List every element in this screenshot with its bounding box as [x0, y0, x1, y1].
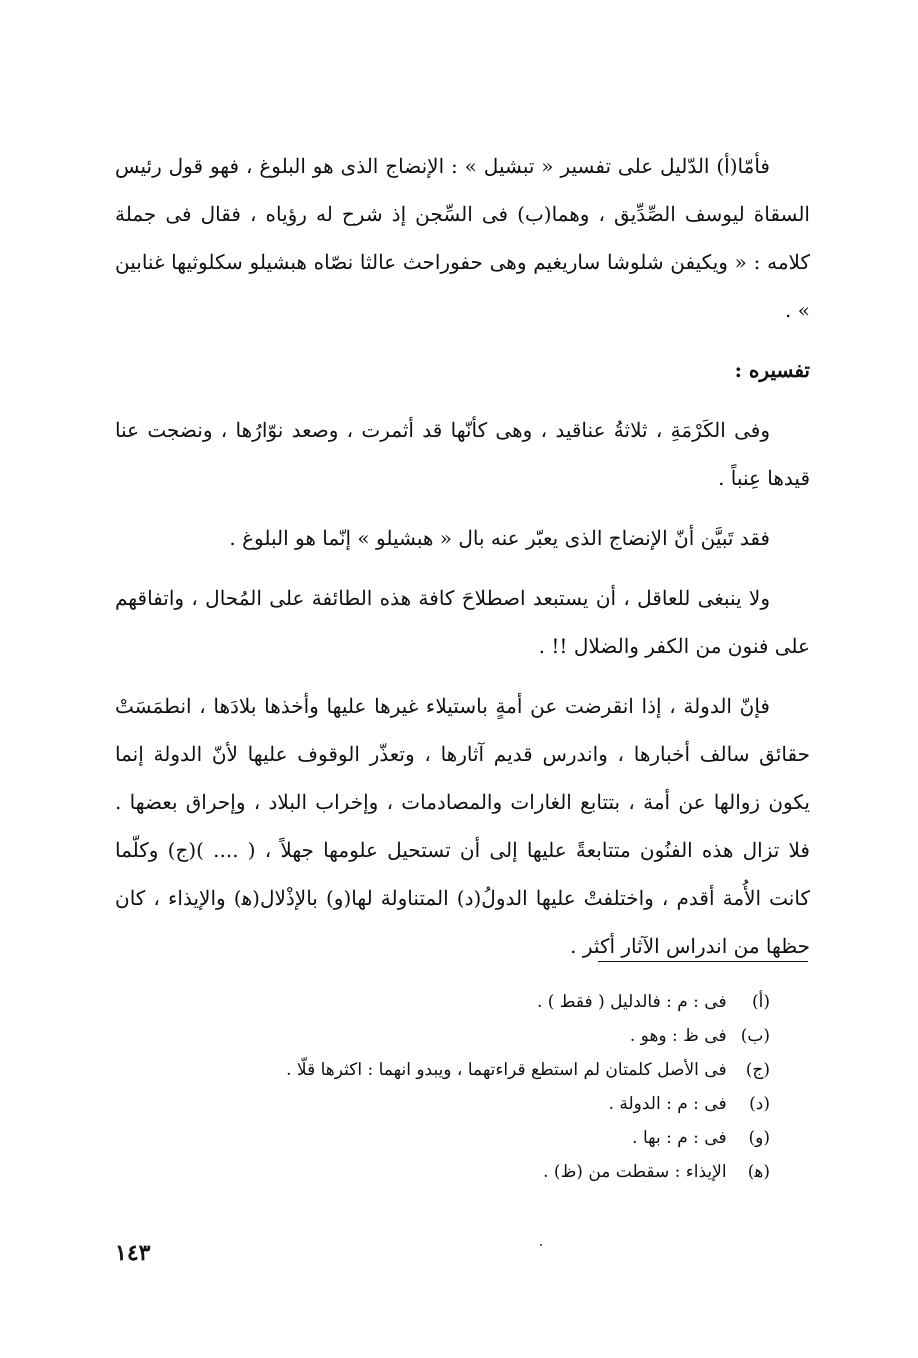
- footnotes: [160, 985, 770, 1189]
- footnote-item: [160, 1155, 770, 1189]
- footnote-text: فى : م : الدولة .: [608, 1094, 727, 1114]
- page-number: ١٤٣: [115, 1240, 151, 1266]
- footnote-item: [160, 1121, 770, 1155]
- footnote-mark: (ﻫ): [747, 1162, 770, 1182]
- paragraph-2: وفى الكَرْمَةِ ، ثلاثةُ عناقيد ، وهى كأنّها قد أثمرت ، وصعد نوّارُها ، ونضجت عنا قيدها عِنباً .: [115, 418, 810, 490]
- paragraph-1: فأمّا(أ) الدّليل على تفسير « تبشيل » : الإنضاج الذى هو البلوغ ، فهو قول رئيس السقاة ليوسف الصِّدِّيق ، وهما(ب) فى السِّجن إذ شرح له رؤياه ، فقال فى جملة كلامه : « ويكيفن شلوشا ساريغيم وهى حفوراحث عالثا نصّاه هبشيلو سكلوثيها غنابين » .: [115, 154, 810, 322]
- footnote-mark: (ب): [740, 1026, 770, 1046]
- footnote-text: فى الأصل كلمتان لم استطع قراءتهما ، ويبدو انهما : اكثرها قلّا .: [286, 1060, 727, 1080]
- footnote-item: [160, 1019, 770, 1053]
- main-text: [115, 142, 810, 982]
- footnote-mark: (د): [749, 1094, 770, 1114]
- footnote-mark: (و): [748, 1128, 770, 1148]
- footnote-text: فى : م : بها .: [632, 1128, 727, 1148]
- footnote-text: فى : م : فالدليل ( فقط ) .: [536, 992, 727, 1012]
- paragraph-4: ولا ينبغى للعاقل ، أن يستبعد اصطلاحَ كافة هذه الطائفة على المُحال ، واتفاقهم على فنون من الكفر والضلال !! .: [115, 586, 810, 658]
- footnote-item: [160, 1087, 770, 1121]
- footnote-item: [160, 1053, 770, 1087]
- footnote-mark: (أ): [752, 992, 770, 1012]
- paragraph-3: فقد تَبيَّن أنّ الإنضاج الذى يعبّر عنه بال « هبشيلو » إنّما هو البلوغ .: [229, 526, 770, 550]
- section-heading: تفسيره :: [734, 358, 810, 382]
- footnote-mark: (ج): [745, 1060, 770, 1080]
- footnote-divider: [598, 961, 808, 962]
- footnote-text: فى ظ : وهو .: [629, 1026, 727, 1046]
- paragraph-5: فإنّ الدولة ، إذا انقرضت عن أمةٍ باستيلاء غيرها عليها وأخذها بلادَها ، انطمَسَتْ حقائق سالف أخبارها ، واندرس قديم آثارها ، وتعذّر الوقوف عليها لأنّ الدولة إنما يكون زوالها عن أمة ، بتتابع الغارات والمصادمات ، وإخراب البلاد ، وإحراق بعضها . فلا تزال هذه الفنُون متتابعةً عليها إلى أن تستحيل علومها جهلاً ، ( .... )(ج) وكلّما كانت الأُمة أقدم ، واختلفتْ عليها الدولُ(د) المتناولة لها(و) بالإذْلال(ﻫ) والإيذاء ، كان حظها من اندراس الآثار أكثر .: [115, 694, 810, 958]
- footnote-item: [160, 985, 770, 1019]
- stray-mark: [540, 1244, 542, 1246]
- footnote-text: الإيذاء : سقطت من (ظ) .: [543, 1162, 727, 1182]
